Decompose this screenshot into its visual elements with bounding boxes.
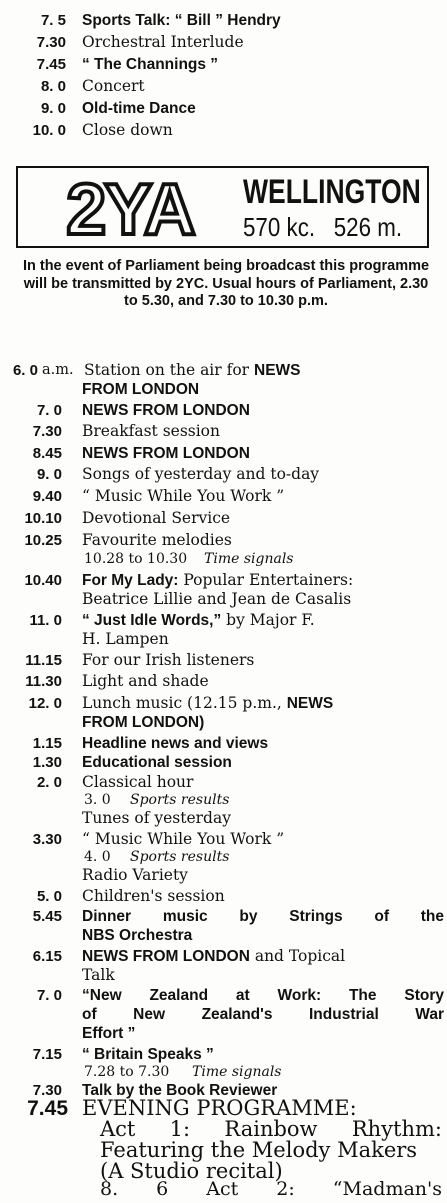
entry-time: 10. 0 <box>32 122 66 139</box>
entry-title: “ Britain Speaks ” <box>82 1046 214 1063</box>
sub-text: Sports results <box>130 792 230 808</box>
entry-title: For our Irish listeners <box>82 651 255 669</box>
entry-title: “ The Channings ” <box>82 56 219 73</box>
entry-time: 11.30 <box>25 673 62 690</box>
entry-time: 7. 5 <box>40 12 66 29</box>
entry-title: Orchestral Interlude <box>82 33 244 51</box>
entry-time: 7.45 <box>27 1097 68 1120</box>
entry-title-cont: H. Lampen <box>82 630 169 648</box>
entry-title: “ Just Idle Words,” by Major F. <box>82 611 315 629</box>
entry-time: 7.30 <box>32 423 62 440</box>
entry-time: 9. 0 <box>36 466 62 483</box>
entry-title: Close down <box>82 121 173 139</box>
entry-title: Concert <box>82 77 145 95</box>
entry-ampm: a.m. <box>42 362 74 378</box>
entry-title: Favourite melodies <box>82 531 232 549</box>
entry-title: Devotional Service <box>82 509 231 527</box>
entry-title: NEWS FROM LONDON <box>82 445 250 462</box>
entry-title: NEWS FROM LONDON and Topical <box>82 947 346 965</box>
station-logo-text: 2YA <box>66 174 194 242</box>
entry-title: “ Music While You Work ” <box>82 487 285 505</box>
entry-title-cont: Tunes of yesterday <box>82 809 231 827</box>
station-frequency <box>243 212 402 243</box>
entry-title: Old-time Dance <box>82 100 196 117</box>
sub-text: Time signals <box>204 551 294 567</box>
entry-time: 9.40 <box>32 488 62 505</box>
entry-time: 7.30 <box>36 34 66 51</box>
evening-line: Featuring the Melody Makers <box>100 1138 418 1162</box>
entry-time: 1.30 <box>32 754 62 771</box>
entry-time: 12. 0 <box>28 695 62 712</box>
entry-title: For My Lady: Popular Entertainers: <box>82 571 354 589</box>
entry-time: 11.15 <box>25 652 62 669</box>
entry-time: 5.45 <box>32 908 62 925</box>
sub-text: Sports results <box>130 849 230 865</box>
entry-title-cont: Effort ” <box>82 1025 136 1042</box>
entry-time: 6.15 <box>32 948 62 965</box>
entry-title: Songs of yesterday and to-day <box>82 465 320 483</box>
entry-time: 10.40 <box>24 572 62 589</box>
entry-time: 7.45 <box>36 56 66 73</box>
sub-time: 7.28 to 7.30 <box>84 1064 170 1080</box>
sub-time: 4. 0 <box>84 849 111 865</box>
entry-title-cont: Talk <box>82 966 115 984</box>
entry-title: Sports Talk: “ Bill ” Hendry <box>82 12 281 29</box>
entry-title: Talk by the Book Reviewer <box>82 1082 278 1099</box>
entry-time: 9. 0 <box>40 100 66 117</box>
entry-time: 2. 0 <box>36 774 62 791</box>
entry-time: 1.15 <box>32 735 62 752</box>
entry-time: 6. 0 <box>12 362 38 379</box>
sub-time: 10.28 to 10.30 <box>84 551 188 567</box>
sub-time: 3. 0 <box>84 792 111 808</box>
entry-title: “ Music While You Work ” <box>82 830 285 848</box>
entry-time: 8. 0 <box>40 78 66 95</box>
entry-time: 7. 0 <box>36 987 62 1004</box>
evening-line: 8. 6 Act 2: “Madman's <box>100 1178 442 1200</box>
entry-time: 7. 0 <box>36 402 62 419</box>
entry-time: 5. 0 <box>36 888 62 905</box>
entry-title-cont: of New Zealand's Industrial War <box>82 1006 444 1023</box>
frequency: 570 kc. <box>243 212 316 242</box>
entry-title: Breakfast session <box>82 422 221 440</box>
entry-title: “New Zealand at Work: The Story <box>82 987 444 1004</box>
entry-title: Dinner music by Strings of the <box>82 908 444 925</box>
entry-title: Light and shade <box>82 672 209 690</box>
entry-time: 7.30 <box>32 1082 62 1099</box>
station-logo <box>24 174 236 242</box>
sub-text: Time signals <box>192 1064 282 1080</box>
entry-title-cont: Radio Variety <box>82 866 188 884</box>
entry-title: Station on the air for NEWS <box>84 361 301 379</box>
entry-title-cont: Beatrice Lillie and Jean de Casalis <box>82 590 352 608</box>
entry-title: Headline news and views <box>82 735 269 752</box>
entry-time: 3.30 <box>32 831 62 848</box>
station-name: WELLINGTON <box>243 173 421 211</box>
entry-time: 10.25 <box>24 532 62 549</box>
evening-line: Act 1: Rainbow Rhythm: <box>100 1117 442 1141</box>
entry-title: Educational session <box>82 754 232 771</box>
station-header <box>16 166 429 248</box>
entry-time: 8.45 <box>32 445 62 462</box>
entry-time: 11. 0 <box>29 612 62 629</box>
entry-title: Classical hour <box>82 773 194 791</box>
entry-title: Children's session <box>82 887 225 905</box>
entry-title-cont: FROM LONDON) <box>82 714 205 731</box>
entry-time: 10.10 <box>24 510 62 527</box>
entry-title-cont: NBS Orchestra <box>82 927 193 944</box>
entry-time: 7.15 <box>32 1046 62 1063</box>
entry-title: Lunch music (12.15 p.m., NEWS <box>82 694 334 712</box>
parliament-notice: In the event of Parliament being broadcast this programme will be transmitted by 2YC. Usual hours of Parliament, 2.30 to 5.30, and 7.30 to 10.30 p.m. <box>22 258 430 309</box>
entry-title: NEWS FROM LONDON <box>82 402 250 419</box>
evening-line: (A Studio recital) <box>100 1159 283 1183</box>
wavelength: 526 m. <box>333 212 403 242</box>
entry-title-cont: FROM LONDON <box>82 381 200 398</box>
evening-heading: EVENING PROGRAMME: <box>82 1096 357 1120</box>
